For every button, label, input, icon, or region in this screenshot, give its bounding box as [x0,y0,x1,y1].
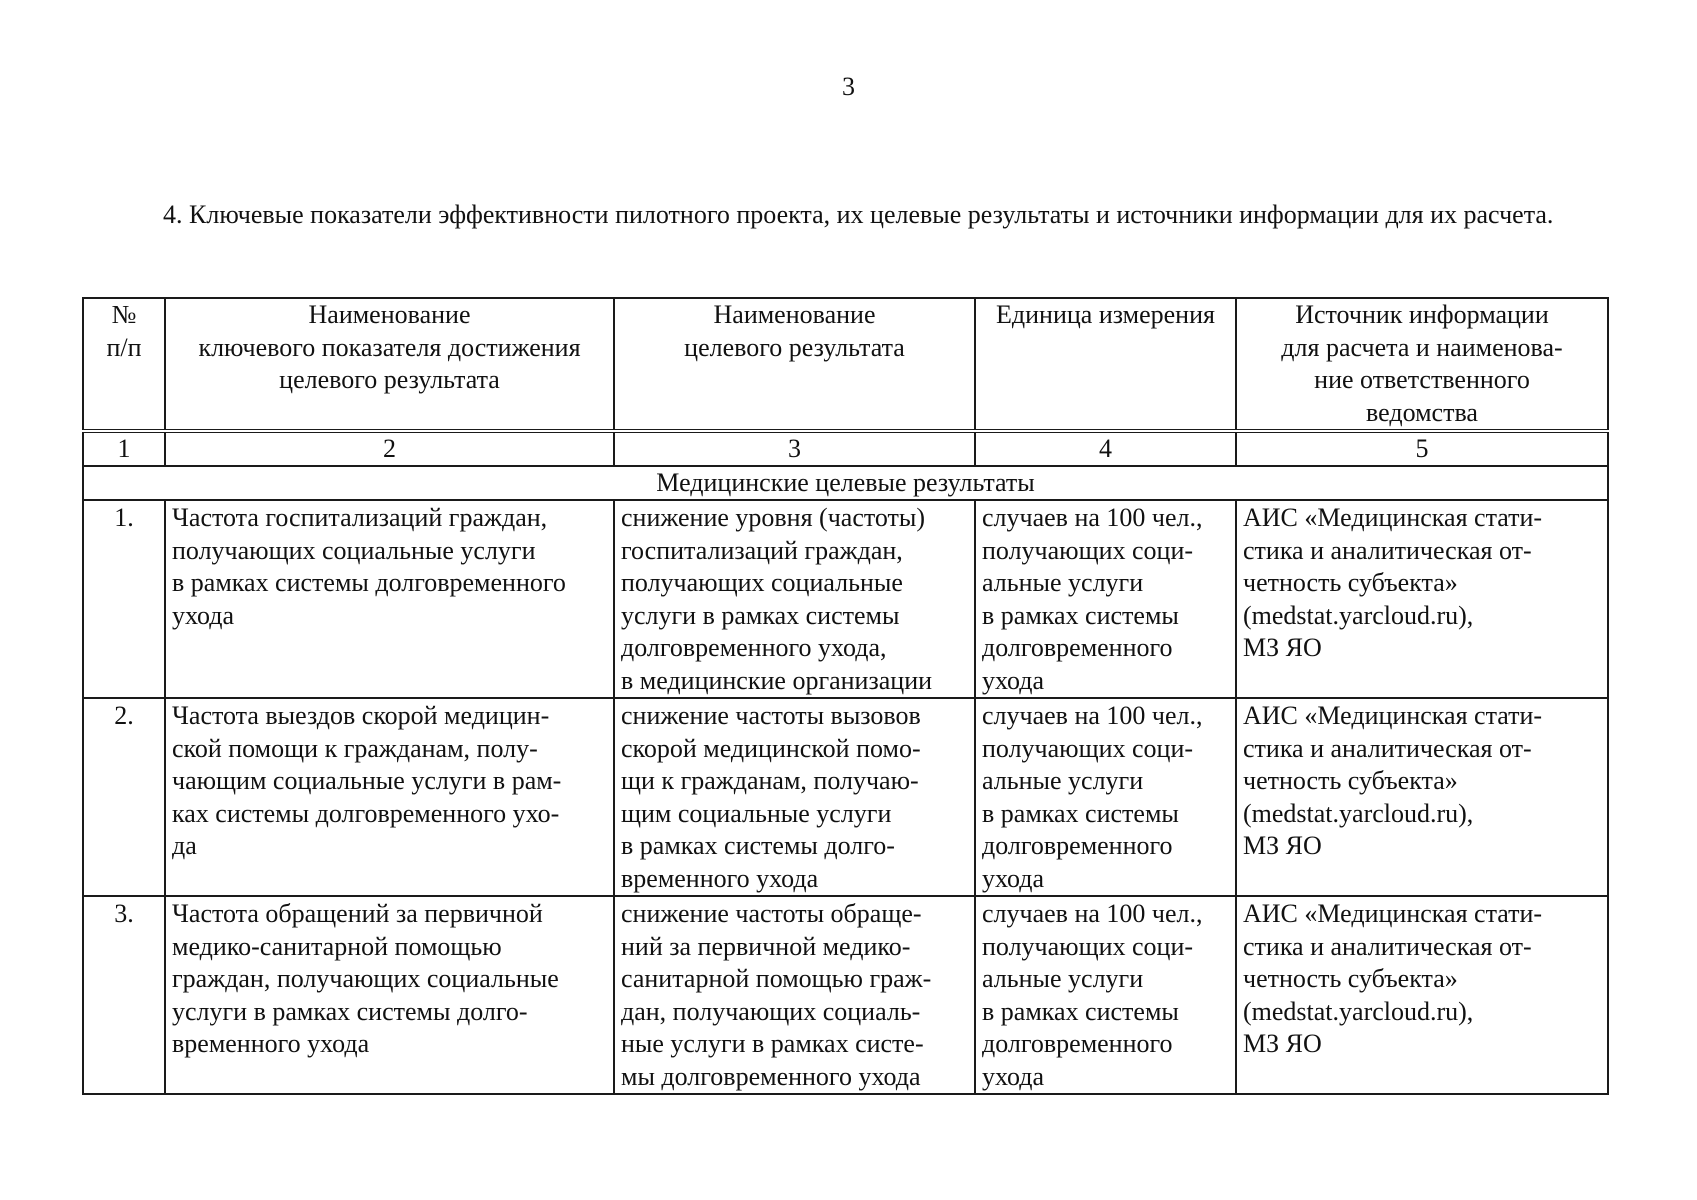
information-source-line: (medstat.yarcloud.ru), [1243,600,1474,630]
unit-of-measure-line: получающих соци- [982,535,1194,565]
indicator-name-line: услуги в рамках системы долго- [172,996,528,1026]
unit-of-measure-line: альные услуги [982,766,1144,795]
section-row [83,466,1608,500]
unit-of-measure-line: долговременного [982,633,1173,662]
header-number [83,298,165,431]
header-target-line: Наименование [713,300,876,329]
target-result-line: скорой медицинской помо- [621,733,921,763]
information-source [1236,896,1608,1094]
target-result-line: дан, получающих социаль- [621,996,921,1026]
target-result-line: снижение уровня (частоты) [621,503,926,532]
indicator-name [165,698,614,896]
target-result-line: услуги в рамках системы [621,600,900,630]
header-target-line: целевого результата [684,332,905,362]
unit-of-measure-line: ухода [982,665,1045,695]
column-number: 1 [83,431,165,466]
unit-of-measure-line: в рамках системы [982,996,1179,1026]
column-number-row [83,431,1608,466]
target-result [614,896,975,1094]
information-source-line: МЗ ЯО [1243,1029,1322,1058]
target-result [614,500,975,698]
information-source-line: (medstat.yarcloud.ru), [1243,996,1474,1026]
target-result-line: снижение частоты обраще- [621,899,922,928]
header-indicator-line: Наименование [308,300,471,329]
row-number: 3. [83,896,165,1094]
header-source [1236,298,1608,431]
unit-of-measure-line: получающих соци- [982,931,1194,961]
row-number: 2. [83,698,165,896]
target-result-line: снижение частоты вызовов [621,701,921,730]
information-source-line: АИС «Медицинская стати- [1243,899,1543,928]
header-number-line: п/п [106,332,142,362]
target-result-line: в рамках системы долго- [621,831,895,860]
header-indicator [165,298,614,431]
information-source-line: (medstat.yarcloud.ru), [1243,798,1474,828]
target-result-line: санитарной помощью граж- [621,964,932,993]
information-source-line: четность субъекта» [1243,568,1458,597]
target-result-line: получающих социальные [621,568,903,597]
information-source-line: стика и аналитическая от- [1243,733,1532,763]
information-source-line: АИС «Медицинская стати- [1243,701,1543,730]
target-result-line: щим социальные услуги [621,798,892,828]
indicator-name-line: медико-санитарной помощью [172,931,502,961]
table-row [83,500,1608,698]
information-source-line: четность субъекта» [1243,766,1458,795]
information-source [1236,698,1608,896]
target-result-line: госпитализаций граждан, [621,535,903,565]
row-number: 1. [83,500,165,698]
indicator-name-line: Частота выездов скорой медицин- [172,701,550,730]
indicator-name-line: Частота обращений за первичной [172,899,543,928]
information-source-line: стика и аналитическая от- [1243,535,1532,565]
unit-of-measure-line: в рамках системы [982,798,1179,828]
unit-of-measure-line: ухода [982,1061,1045,1091]
page-number: 3 [842,72,855,101]
information-source [1236,500,1608,698]
unit-of-measure-line: долговременного [982,831,1173,860]
unit-of-measure [975,896,1236,1094]
indicator-name-line: ухода [172,600,235,630]
section-heading: 4. Ключевые показатели эффективности пилотного проекта, их целевые результаты и источники информации для их расчета. [163,200,1554,229]
header-target [614,298,975,431]
target-result-line: долговременного ухода, [621,633,887,662]
target-result-line: ные услуги в рамках систе- [621,1029,924,1058]
unit-of-measure [975,500,1236,698]
unit-of-measure-line: альные услуги [982,964,1144,993]
information-source-line: МЗ ЯО [1243,633,1322,662]
unit-of-measure-line: случаев на 100 чел., [982,899,1203,928]
indicator-name-line: в рамках системы долговременного [172,568,566,597]
target-result-line: щи к гражданам, получаю- [621,766,919,795]
unit-of-measure-line: случаев на 100 чел., [982,503,1203,532]
header-source-line: ние ответственного [1314,365,1530,394]
column-number: 3 [614,431,975,466]
column-number: 2 [165,431,614,466]
target-result [614,698,975,896]
header-source-line: для расчета и наименова- [1281,332,1563,362]
unit-of-measure-line: случаев на 100 чел., [982,701,1203,730]
indicator-name-line: да [172,831,197,860]
unit-of-measure-line: получающих соци- [982,733,1194,763]
table-row [83,896,1608,1094]
target-result-line: мы долговременного ухода [621,1061,921,1091]
information-source-line: четность субъекта» [1243,964,1458,993]
indicator-name [165,500,614,698]
table-header-row [83,298,1608,431]
header-source-line: ведомства [1366,397,1478,427]
header-unit [975,298,1236,431]
indicator-name-line: чающим социальные услуги в рам- [172,766,562,795]
unit-of-measure-line: ухода [982,863,1045,893]
information-source-line: стика и аналитическая от- [1243,931,1532,961]
header-indicator-line: ключевого показателя достижения [198,332,581,362]
indicator-name [165,896,614,1094]
unit-of-measure [975,698,1236,896]
target-result-line: ний за первичной медико- [621,931,911,961]
section-title: Медицинские целевые результаты [83,466,1608,500]
information-source-line: МЗ ЯО [1243,831,1322,860]
indicator-name-line: ках системы долговременного ухо- [172,798,560,828]
indicator-name-line: Частота госпитализаций граждан, [172,503,548,532]
indicator-name-line: получающих социальные услуги [172,535,536,565]
indicator-name-line: граждан, получающих социальные [172,964,559,993]
indicator-name-line: ской помощи к гражданам, полу- [172,733,538,763]
target-result-line: в медицинские организации [621,665,933,695]
column-number: 4 [975,431,1236,466]
header-source-line: Источник информации [1295,300,1549,329]
header-indicator-line: целевого результата [279,365,500,394]
unit-of-measure-line: в рамках системы [982,600,1179,630]
indicator-name-line: временного ухода [172,1029,370,1058]
target-result-line: временного ухода [621,863,819,893]
unit-of-measure-line: альные услуги [982,568,1144,597]
header-number-line: № [111,300,137,329]
unit-of-measure-line: долговременного [982,1029,1173,1058]
header-unit-line: Единица измерения [996,300,1215,329]
column-number: 5 [1236,431,1608,466]
information-source-line: АИС «Медицинская стати- [1243,503,1543,532]
kpi-table-body [83,298,1608,1094]
table-row [83,698,1608,896]
kpi-table [82,297,1609,1095]
